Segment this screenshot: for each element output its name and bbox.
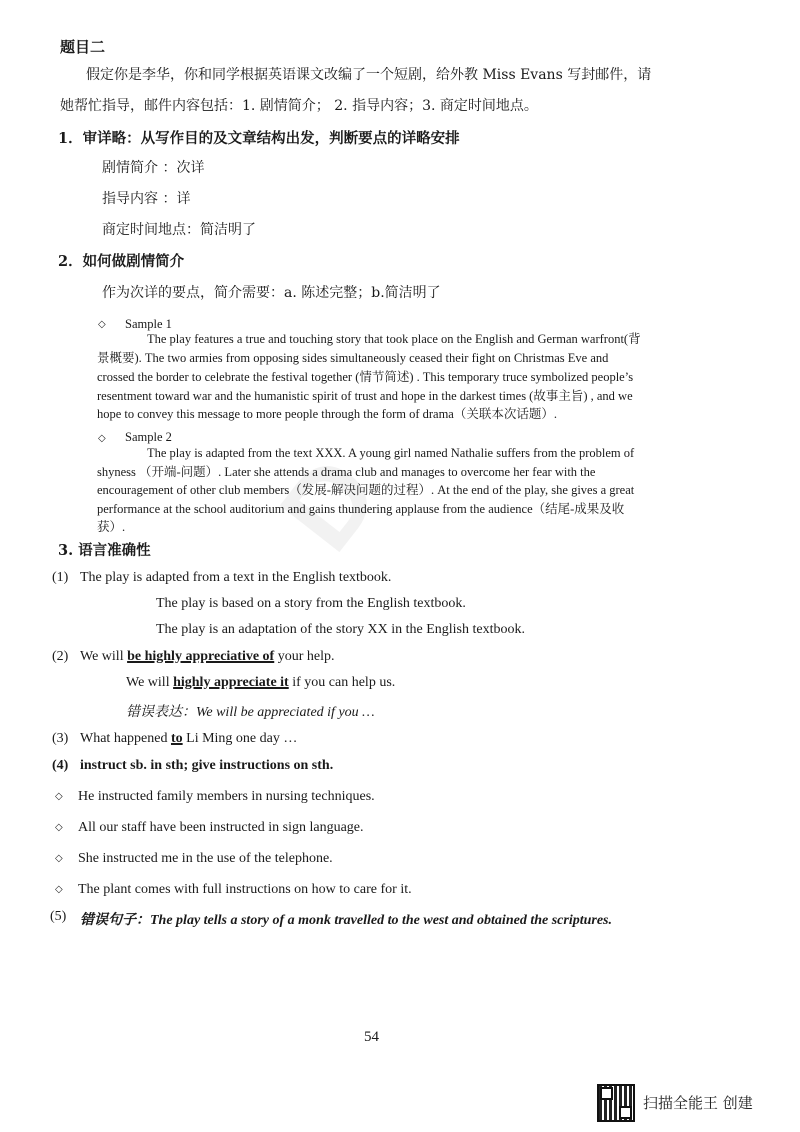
item-number: (3): [52, 731, 69, 746]
diamond-bullet-icon: ◇: [98, 319, 106, 330]
section-1-item: 指导内容 ：详: [102, 191, 191, 207]
key-phrase: highly appreciate it: [173, 675, 289, 690]
example-sentence: She instructed me in the use of the telephone.: [78, 851, 333, 866]
prompt-line-1: 假定你是李华，你和同学根据英语课文改编了一个短剧，给外教 Miss Evans 写封邮件，请: [86, 67, 652, 83]
section-1-item: 剧情简介 ：次详: [102, 160, 205, 176]
item-1-alt: The play is an adaptation of the story XX in the English textbook.: [156, 622, 525, 637]
sample-2-line: The play is adapted from the text XXX. A young girl named Nathalie suffers from the problem of: [147, 446, 635, 460]
sample-1-label: Sample 1: [125, 317, 172, 331]
diamond-bullet-icon: ◇: [55, 791, 63, 802]
section-1-title: 1．审详略：从写作目的及文章结构出发，判断要点的详略安排: [58, 130, 460, 147]
example-sentence: The plant comes with full instructions on how to care for it.: [78, 882, 412, 897]
page-number: 54: [364, 1029, 379, 1045]
key-phrase: be highly appreciative of: [127, 649, 275, 664]
item-number: (2): [52, 649, 69, 664]
item-2-wrong: 错误表达：We will be appreciated if you …: [126, 704, 375, 720]
item-1-text: The play is adapted from a text in the English textbook.: [80, 570, 392, 585]
item-number: (1): [52, 570, 69, 585]
item-1-alt: The play is based on a story from the English textbook.: [156, 596, 466, 611]
section-2-title: 2．如何做剧情简介: [58, 253, 185, 270]
item-2-sentence-a: We will be highly appreciative of your help.: [80, 649, 335, 664]
section-1-item: 商定时间地点：简洁明了: [102, 222, 256, 238]
sample-1-line: hope to convey this message to more people through the form of drama（关联本次话题）.: [97, 407, 557, 421]
sample-2-label: Sample 2: [125, 430, 172, 444]
item-number: (4): [52, 758, 69, 773]
sample-2-line: encouragement of other club members（发展-解决问题的过程）. At the end of the play, she gives a great: [97, 483, 635, 497]
item-4-text: instruct sb. in sth; give instructions on sth.: [80, 758, 334, 773]
diamond-bullet-icon: ◇: [98, 433, 106, 444]
example-sentence: All our staff have been instructed in sign language.: [78, 820, 364, 835]
faint-watermark: D: [256, 434, 403, 573]
section-3-title: 3. 语言准确性: [58, 542, 151, 559]
sample-1-line: crossed the border to celebrate the festival together (情节简述) . This temporary truce symbolized people’s: [97, 370, 634, 384]
sample-2-line: shyness （开端-问题）. Later she attends a drama club and manages to overcome her fear with the: [97, 465, 596, 479]
item-2-sentence-b: We will highly appreciate it if you can help us.: [126, 675, 396, 690]
item-5-wrong: 错误句子：The play tells a story of a monk travelled to the west and obtained the scriptures.: [80, 912, 612, 928]
sample-1-line: 景概要). The two armies from opposing sides simultaneously ceased their fight on Christmas Eve and: [97, 351, 609, 365]
prompt-line-2: 她帮忙指导，邮件内容包括：1. 剧情简介； 2. 指导内容；3. 商定时间地点。: [60, 98, 538, 114]
sample-2-line: 获）.: [97, 520, 126, 534]
section-2-intro: 作为次详的要点，简介需要：a. 陈述完整；b.简洁明了: [102, 285, 441, 301]
sample-2-line: performance at the school auditorium and gains thundering applause from the audience（结尾-成果及收: [97, 502, 625, 516]
diamond-bullet-icon: ◇: [55, 884, 63, 895]
diamond-bullet-icon: ◇: [55, 822, 63, 833]
item-number: (5): [50, 909, 67, 924]
scanner-footer: 扫描全能王 创建: [643, 1094, 753, 1112]
question-heading: 题目二: [60, 38, 106, 56]
qr-code-icon: [597, 1084, 635, 1122]
sample-1-line: The play features a true and touching story that took place on the English and German warfront(背: [147, 332, 641, 346]
item-3-text: What happened to Li Ming one day …: [80, 731, 298, 746]
diamond-bullet-icon: ◇: [55, 853, 63, 864]
example-sentence: He instructed family members in nursing techniques.: [78, 789, 375, 804]
sample-1-line: resentment toward war and the humanistic spirit of trust and hope in the darkest times (故事主旨) , and we: [97, 389, 633, 403]
key-phrase: to: [170, 731, 183, 746]
